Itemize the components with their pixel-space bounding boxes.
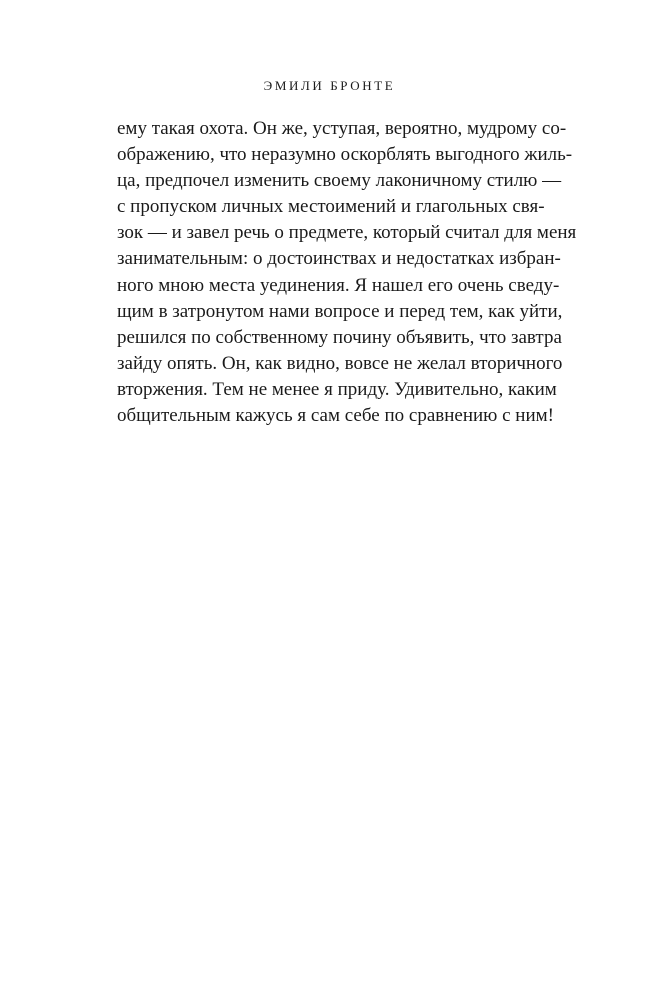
text-line: общительным кажусь я сам себе по сравнению с ним! bbox=[117, 405, 554, 427]
text-line: ему такая охота. Он же, уступая, вероятно, мудрому со- bbox=[117, 118, 567, 139]
text-line: решился по собственному почину объявить, что завтра bbox=[117, 326, 562, 348]
running-head: ЭМИЛИ БРОНТЕ bbox=[263, 78, 396, 93]
text-line: занимательным: о достоинствах и недостатках избран- bbox=[117, 248, 561, 270]
body-paragraph bbox=[117, 116, 577, 429]
text-line: с пропуском личных местоимений и глагольных свя- bbox=[117, 196, 545, 218]
text-line: ного мною места уединения. Я нашел его очень сведу- bbox=[117, 274, 560, 296]
text-line: вторжения. Тем не менее я приду. Удивительно, каким bbox=[117, 378, 557, 400]
text-line: зайду опять. Он, как видно, вовсе не желал вторичного bbox=[117, 352, 563, 374]
text-line: ображению, что неразумно оскорблять выгодного жиль- bbox=[117, 144, 573, 166]
text-line: ца, предпочел изменить своему лаконичному стилю — bbox=[117, 170, 562, 192]
text-line: зок — и завел речь о предмете, который считал для меня bbox=[117, 222, 577, 244]
text-line: щим в затронутом нами вопросе и перед тем, как уйти, bbox=[117, 300, 563, 322]
